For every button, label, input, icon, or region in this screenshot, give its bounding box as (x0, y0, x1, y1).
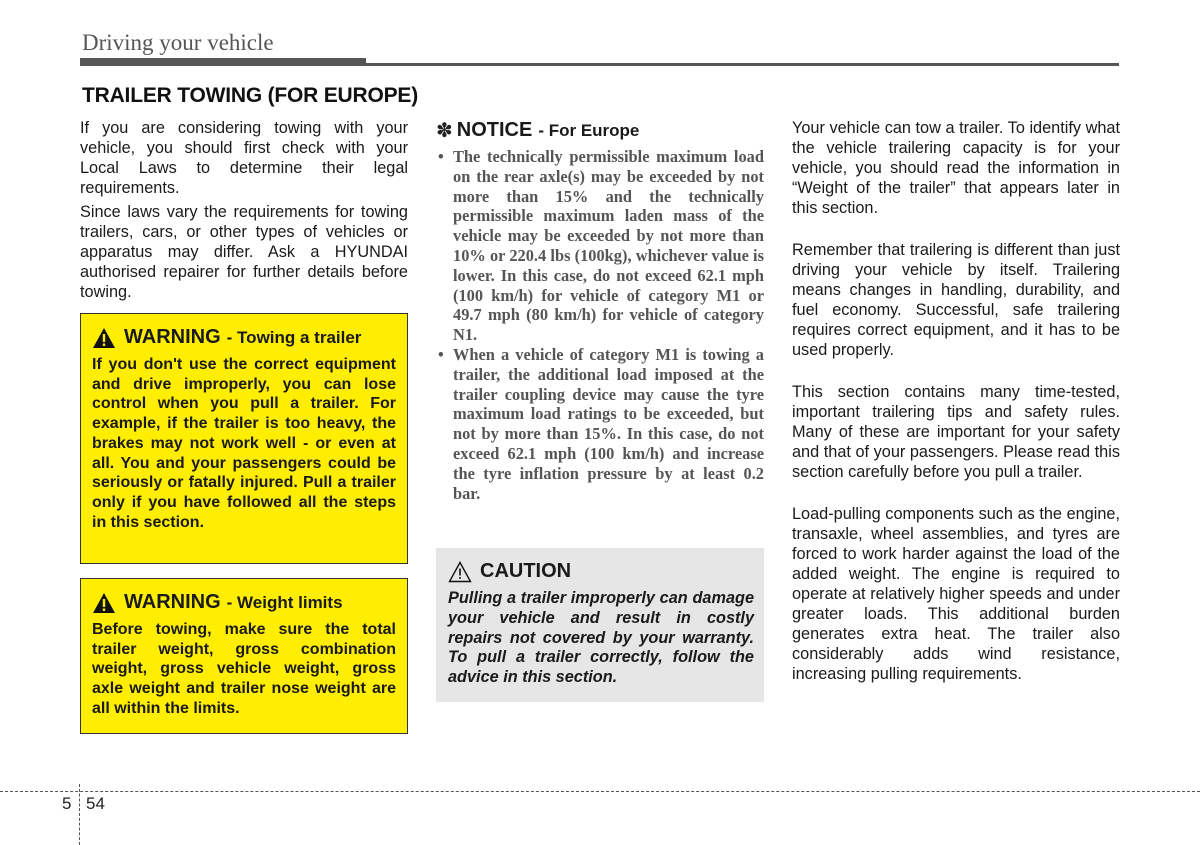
laws-paragraph: Since laws vary the requirements for towing trailers, cars, or other types of vehicles or apparatus may differ. Ask a HYUNDAI authorised repairer for further details before towing. (80, 203, 408, 301)
notice-header (436, 118, 764, 143)
notice-item (436, 345, 764, 503)
notice-list (436, 147, 764, 503)
middle-column (436, 118, 764, 503)
trailering-different-paragraph: Remember that trailering is different than just driving your vehicle by itself. Trailering means changes in handling, durability, and fuel economy. Successful, safe trailering requires correct equipment, and it has to be used properly. (792, 241, 1120, 359)
footer-dashed-divider (79, 784, 80, 845)
footer-dashed-rule (0, 791, 1200, 792)
notice-item (436, 147, 764, 345)
warning-subtitle: - Weight limits (226, 592, 343, 612)
warning-subtitle: - Towing a trailer (226, 327, 362, 347)
section-title: TRAILER TOWING (FOR EUROPE) (82, 84, 419, 107)
caution-header (448, 560, 754, 583)
warning-triangle-icon (92, 327, 116, 349)
notice-item-text: The technically permissible maximum load on the rear axle(s) may be exceeded by not more than 15% and the technically permissible maximum laden mass of the vehicle may be exceeded by not more than 10% or 220.4 lbs (100kg), whichever value is lower. In this case, do not exceed 62.1 mph (100 km/h) for vehicle of category M1 or 49.7 mph (80 km/h) for vehicle of category N1. (453, 147, 764, 345)
warning-weight-box (80, 578, 408, 734)
caution-triangle-icon (448, 561, 472, 583)
bullet-icon: • (438, 344, 444, 364)
header-rule-thick (80, 58, 366, 66)
notice-label: NOTICE (456, 119, 533, 141)
warning-text: Before towing, make sure the total trailer weight, gross combination weight, gross vehicle weight, gross axle weight and trailer nose weight are all within the limits. (92, 621, 396, 717)
warning-weight-header (92, 591, 396, 614)
warning-label: WARNING (124, 326, 221, 348)
intro-paragraph: If you are considering towing with your vehicle, you should first check with your Local Laws to determine their legal requirements. (80, 119, 408, 197)
caution-label: CAUTION (480, 560, 572, 582)
bullet-icon: • (438, 147, 444, 166)
notice-item-text: When a vehicle of category M1 is towing a trailer, the additional load imposed at the trailer coupling device may cause the tyre maximum load ratings to be exceeded, but not by more than 15%. In this case, do not exceed 62.1 mph (100 km/h) and increase the tyre inflation pressure by at least 0.2 bar. (453, 344, 764, 503)
caution-box (436, 548, 764, 702)
notice-subtitle: - For Europe (538, 120, 640, 140)
capacity-paragraph: Your vehicle can tow a trailer. To identify what the vehicle trailering capacity is for your vehicle, you should read the information in “Weight of the trailer” that appears later in this section. (792, 119, 1120, 217)
warning-towing-box (80, 313, 408, 564)
left-column (80, 118, 408, 306)
running-header: Driving your vehicle (82, 30, 274, 55)
warning-text: If you don't use the correct equipment and drive improperly, you can lose control when you pull a trailer. For example, if the trailer is too heavy, the brakes may not work well - or even at all. You and your passengers could be seriously or fatally injured. Pull a trailer only if you have followed all the steps in this section. (92, 356, 396, 531)
notice-star-icon: ✽ (436, 120, 453, 142)
caution-text: Pulling a trailer improperly can damage your vehicle and result in costly repairs not covered by your warranty. To pull a trailer correctly, follow the advice in this section. (448, 589, 754, 687)
chapter-number: 5 (62, 794, 72, 813)
warning-towing-header (92, 326, 396, 349)
right-column (792, 118, 1120, 706)
warning-triangle-icon (92, 592, 116, 614)
warning-label: WARNING (124, 591, 221, 613)
load-components-paragraph: Load-pulling components such as the engine, transaxle, wheel assemblies, and tyres are forced to work harder against the load of the added weight. The engine is required to operate at relatively higher speeds and under greater loads. This additional burden generates extra heat. The trailer also considerably adds wind resistance, increasing pulling requirements. (792, 505, 1120, 683)
tips-paragraph: This section contains many time-tested, important trailering tips and safety rules. Many of these are important for your safety and that of your passengers. Please read this section carefully before you pull a trailer. (792, 383, 1120, 481)
header-rule-thin (366, 63, 1119, 66)
page-number: 54 (86, 794, 105, 813)
